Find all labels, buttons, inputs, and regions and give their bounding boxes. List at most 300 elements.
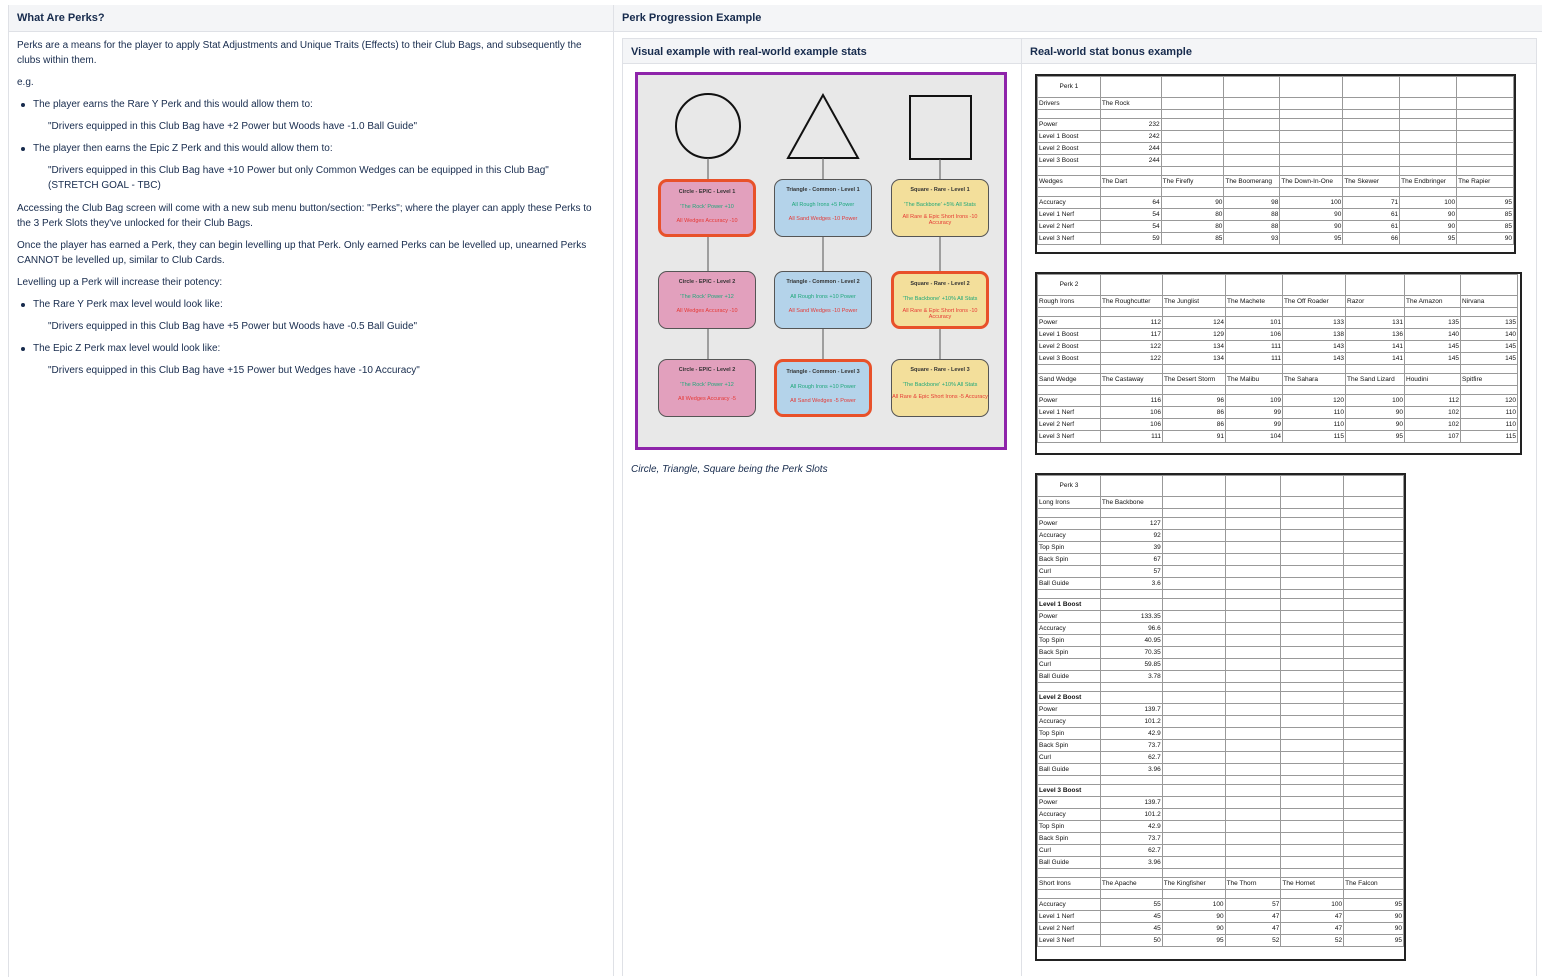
card-title: Circle - EPIC - Level 2	[678, 367, 736, 373]
table-row	[1038, 764, 1404, 776]
table-row	[1038, 197, 1514, 209]
stat-value: 131	[1346, 317, 1405, 329]
table-row	[1038, 317, 1518, 329]
stat-label: Level 3 Nerf	[1038, 935, 1101, 947]
stat-value: 99	[1226, 419, 1283, 431]
stat-value: 95	[1400, 233, 1457, 245]
bullet-rare-max: The Rare Y Perk max level would look like:	[17, 297, 607, 312]
card-title: Triangle - Common - Level 1	[786, 187, 860, 193]
stat-label: Back Spin	[1038, 647, 1101, 659]
stat-value: 133.35	[1100, 611, 1162, 623]
club-name: The Off Roader	[1283, 296, 1346, 308]
stat-value: 117	[1101, 329, 1163, 341]
stat-value: 120	[1283, 395, 1346, 407]
perk-title: Perk 3	[1038, 476, 1101, 497]
stat-label: Accuracy	[1038, 623, 1101, 635]
stat-label: Curl	[1038, 752, 1101, 764]
stat-value: 136	[1346, 329, 1405, 341]
boost-heading: Level 3 Boost	[1038, 785, 1101, 797]
table-row	[1038, 923, 1404, 935]
stat-value: 101.2	[1100, 716, 1162, 728]
club-bag-text: Accessing the Club Bag screen will come with a new sub menu button/section: "Perks"; where the player can apply these Perks to the 3 Perk Slots they've unlocked for their Club Bags.	[17, 203, 592, 229]
stat-label: Level 1 Nerf	[1038, 407, 1101, 419]
stat-value: 39	[1100, 542, 1162, 554]
table-row	[1038, 623, 1404, 635]
inner-mid-border	[1021, 38, 1022, 976]
card-title: Circle - EPIC - Level 2	[678, 279, 736, 285]
stat-value: 62.7	[1100, 752, 1162, 764]
stat-label: Accuracy	[1038, 197, 1101, 209]
stat-value: 100	[1162, 899, 1225, 911]
stat-value: 70.35	[1100, 647, 1162, 659]
table-row	[1038, 935, 1404, 947]
stat-value: 104	[1226, 431, 1283, 443]
stat-value: 59	[1100, 233, 1161, 245]
stat-value: 96.6	[1100, 623, 1162, 635]
stat-value: 47	[1281, 923, 1344, 935]
stat-value: 3.96	[1100, 857, 1162, 869]
stat-label: Curl	[1038, 566, 1101, 578]
stat-value: 3.96	[1100, 764, 1162, 776]
stat-value: 115	[1283, 431, 1346, 443]
table-row	[1038, 911, 1404, 923]
visual-example-header: Visual example with real-world example stats	[622, 38, 1021, 64]
stat-value: 95	[1162, 935, 1225, 947]
table-row	[1038, 554, 1404, 566]
stat-value: 88	[1224, 221, 1280, 233]
stat-value: 67	[1100, 554, 1162, 566]
stat-label: Power	[1038, 704, 1101, 716]
stat-value: 145	[1405, 353, 1461, 365]
stat-value: 47	[1225, 923, 1281, 935]
potency-text: Levelling up a Perk will increase their potency:	[17, 277, 223, 288]
table-row	[1038, 611, 1404, 623]
stat-value: 42.9	[1100, 821, 1162, 833]
table-row	[1038, 845, 1404, 857]
club-name: The Endbringer	[1400, 176, 1457, 188]
stat-value: 95	[1344, 935, 1404, 947]
quote-rare-max: "Drivers equipped in this Club Bag have +5 Power but Woods have -0.5 Ball Guide"	[48, 321, 418, 332]
stat-value: 52	[1225, 935, 1281, 947]
card-circle-level-2b	[658, 359, 756, 417]
stat-label: Level 3 Boost	[1038, 353, 1101, 365]
intro-text: Perks are a means for the player to apply Stat Adjustments and Unique Traits (Effects) to their Club Bags, and subsequently the clubs within them.	[17, 40, 582, 66]
levelling-text: Once the player has earned a Perk, they can begin levelling up that Perk. Only earned Perks can be levelled up, unearned Perks CANNOT be levelled up, similar to Club Cards.	[17, 240, 587, 266]
stat-value: 143	[1283, 353, 1346, 365]
stat-label: Power	[1038, 317, 1101, 329]
stat-value: 88	[1224, 209, 1280, 221]
club-name: The Skewer	[1343, 176, 1400, 188]
quote-epic-max: "Drivers equipped in this Club Bag have +15 Power but Wedges have -10 Accuracy"	[48, 365, 420, 376]
stat-value: 134	[1163, 341, 1226, 353]
stat-label: Power	[1038, 611, 1101, 623]
stat-value: 52	[1281, 935, 1344, 947]
club-name: The Rock	[1100, 98, 1161, 110]
card-penalty: All Sand Wedges -10 Power	[788, 308, 858, 314]
stat-label: Level 1 Boost	[1038, 131, 1101, 143]
stat-value: 99	[1226, 407, 1283, 419]
card-triangle-level-3	[774, 359, 872, 417]
stat-value: 115	[1461, 431, 1518, 443]
club-name: The Amazon	[1405, 296, 1461, 308]
club-name: The Desert Storm	[1163, 374, 1226, 386]
club-name: The Falcon	[1344, 878, 1404, 890]
perk-progression-header: Perk Progression Example	[614, 5, 1542, 32]
stat-value: 93	[1224, 233, 1280, 245]
table-row	[1038, 353, 1518, 365]
diagram-caption: Circle, Triangle, Square being the Perk Slots	[631, 464, 828, 475]
stat-value: 127	[1100, 518, 1162, 530]
card-square-level-3	[891, 359, 989, 417]
card-triangle-level-1	[774, 179, 872, 237]
perk-1-sheet	[1035, 74, 1516, 254]
table-row	[1038, 752, 1404, 764]
table-row	[1038, 728, 1404, 740]
stat-value: 139.7	[1100, 704, 1162, 716]
club-name: The Firefly	[1161, 176, 1224, 188]
stat-label: Level 1 Boost	[1038, 329, 1101, 341]
card-bonus: 'The Backbone' +10% All Stats	[902, 296, 978, 302]
stat-value: 98	[1224, 197, 1280, 209]
triangle-slot-icon	[788, 95, 858, 158]
stat-value: 86	[1163, 407, 1226, 419]
stat-value: 47	[1225, 911, 1281, 923]
club-name: The Machete	[1226, 296, 1283, 308]
table-row	[1038, 329, 1518, 341]
stat-value: 95	[1344, 899, 1404, 911]
stat-value: 111	[1101, 431, 1163, 443]
perk-2-sheet	[1035, 272, 1522, 455]
stat-value: 133	[1283, 317, 1346, 329]
perk-slot-diagram	[635, 72, 1007, 450]
stat-value: 85	[1161, 233, 1224, 245]
stat-value: 112	[1101, 317, 1163, 329]
stat-value: 135	[1461, 317, 1518, 329]
stat-value: 57	[1100, 566, 1162, 578]
table-row	[1038, 209, 1514, 221]
stat-value: 143	[1283, 341, 1346, 353]
stat-value: 109	[1226, 395, 1283, 407]
stat-label: Top Spin	[1038, 821, 1101, 833]
category-label: Sand Wedge	[1038, 374, 1101, 386]
stat-value: 112	[1405, 395, 1461, 407]
club-name: The Backbone	[1100, 497, 1162, 509]
stat-label: Accuracy	[1038, 716, 1101, 728]
table-row	[1038, 233, 1514, 245]
card-bonus: All Rough Irons +10 Power	[790, 384, 856, 390]
stat-value: 90	[1344, 911, 1404, 923]
stat-value: 54	[1100, 209, 1161, 221]
club-name: The Thorn	[1225, 878, 1281, 890]
club-name: The Sahara	[1283, 374, 1346, 386]
stat-value: 3.78	[1100, 671, 1162, 683]
stat-label: Back Spin	[1038, 554, 1101, 566]
table-row	[1038, 341, 1518, 353]
card-square-level-1	[891, 179, 989, 237]
perk-2-table	[1037, 274, 1518, 443]
perks-description	[17, 38, 607, 385]
stat-value: 102	[1405, 407, 1461, 419]
club-name: The Boomerang	[1224, 176, 1280, 188]
perk-title: Perk 1	[1038, 77, 1101, 98]
table-row	[1038, 659, 1404, 671]
table-row	[1038, 530, 1404, 542]
stat-value: 100	[1281, 899, 1344, 911]
card-bonus: 'The Rock' Power +12	[680, 382, 734, 388]
card-title: Square - Rare - Level 1	[910, 187, 970, 193]
stat-value: 111	[1226, 341, 1283, 353]
inner-left-border	[622, 38, 623, 976]
boost-heading: Level 2 Boost	[1038, 692, 1101, 704]
stat-label: Accuracy	[1038, 899, 1101, 911]
stat-value: 106	[1226, 329, 1283, 341]
table-row	[1038, 578, 1404, 590]
stat-value: 116	[1101, 395, 1163, 407]
club-name: The Hornet	[1281, 878, 1344, 890]
table-row	[1038, 857, 1404, 869]
stat-value: 145	[1405, 341, 1461, 353]
realworld-example-header: Real-world stat bonus example	[1021, 38, 1537, 64]
card-bonus: All Rough Irons +10 Power	[790, 294, 856, 300]
stat-label: Level 2 Nerf	[1038, 419, 1101, 431]
stat-value: 101	[1226, 317, 1283, 329]
stat-value: 122	[1101, 353, 1163, 365]
stat-value: 66	[1343, 233, 1400, 245]
perk-3-sheet	[1035, 473, 1406, 961]
club-name: The Kingfisher	[1162, 878, 1225, 890]
square-slot-icon	[910, 96, 971, 159]
stat-value: 92	[1100, 530, 1162, 542]
stat-value: 101.2	[1100, 809, 1162, 821]
stat-value: 59.85	[1100, 659, 1162, 671]
stat-value: 61	[1343, 221, 1400, 233]
perk-title: Perk 2	[1038, 275, 1101, 296]
card-title: Circle - EPIC - Level 1	[678, 189, 736, 195]
stat-value: 95	[1346, 431, 1405, 443]
stat-value: 71	[1343, 197, 1400, 209]
club-name: The Roughcutter	[1101, 296, 1163, 308]
stat-label: Power	[1038, 518, 1101, 530]
stat-label: Back Spin	[1038, 833, 1101, 845]
stat-value: 145	[1461, 353, 1518, 365]
stat-value: 242	[1100, 131, 1161, 143]
stat-value: 100	[1280, 197, 1343, 209]
table-row	[1038, 704, 1404, 716]
stat-value: 110	[1283, 419, 1346, 431]
card-bonus: All Rough Irons +5 Power	[791, 202, 855, 208]
stat-value: 145	[1461, 341, 1518, 353]
stretch-goal: (STRETCH GOAL - TBC)	[48, 180, 161, 191]
stat-value: 47	[1281, 911, 1344, 923]
stat-value: 107	[1405, 431, 1461, 443]
stat-value: 124	[1163, 317, 1226, 329]
perk-3-table	[1037, 475, 1404, 947]
table-row	[1038, 716, 1404, 728]
card-bonus: 'The Rock' Power +12	[680, 294, 734, 300]
card-penalty: All Wedges Accuracy -5	[678, 396, 736, 402]
card-penalty: All Sand Wedges -10 Power	[788, 216, 858, 222]
stat-value: 100	[1400, 197, 1457, 209]
stat-label: Curl	[1038, 659, 1101, 671]
club-name: The Dart	[1100, 176, 1161, 188]
stat-value: 95	[1457, 197, 1514, 209]
club-name: The Down-In-One	[1280, 176, 1343, 188]
perk-1-table	[1037, 76, 1514, 245]
stat-value: 40.95	[1100, 635, 1162, 647]
stat-label: Level 1 Nerf	[1038, 209, 1101, 221]
stat-value: 95	[1280, 233, 1343, 245]
stat-label: Level 3 Nerf	[1038, 233, 1101, 245]
quote-rare-y: "Drivers equipped in this Club Bag have +2 Power but Woods have -1.0 Ball Guide"	[48, 121, 418, 132]
stat-label: Top Spin	[1038, 728, 1101, 740]
stat-value: 134	[1163, 353, 1226, 365]
stat-value: 135	[1405, 317, 1461, 329]
stat-value: 244	[1100, 143, 1161, 155]
stat-value: 129	[1163, 329, 1226, 341]
stat-value: 100	[1346, 395, 1405, 407]
stat-value: 139.7	[1100, 797, 1162, 809]
stat-value: 140	[1405, 329, 1461, 341]
stat-label: Curl	[1038, 845, 1101, 857]
table-row	[1038, 407, 1518, 419]
stat-value: 110	[1461, 407, 1518, 419]
stat-value: 138	[1283, 329, 1346, 341]
card-square-level-2	[891, 271, 989, 329]
stat-label: Accuracy	[1038, 530, 1101, 542]
category-label: Rough Irons	[1038, 296, 1101, 308]
table-row	[1038, 647, 1404, 659]
eg-text: e.g.	[17, 77, 34, 88]
stat-value: 90	[1162, 911, 1225, 923]
club-name: The Castaway	[1101, 374, 1163, 386]
card-penalty: All Wedges Accuracy -10	[676, 218, 738, 224]
table-row	[1038, 809, 1404, 821]
stat-value: 141	[1346, 341, 1405, 353]
club-name: The Malibu	[1226, 374, 1283, 386]
stat-value: 140	[1461, 329, 1518, 341]
stat-value: 80	[1161, 209, 1224, 221]
table-row	[1038, 419, 1518, 431]
stat-value: 90	[1400, 209, 1457, 221]
table-row	[1038, 671, 1404, 683]
stat-value: 110	[1461, 419, 1518, 431]
card-circle-level-1	[658, 179, 756, 237]
table-row	[1038, 518, 1404, 530]
card-penalty: All Sand Wedges -5 Power	[790, 398, 856, 404]
category-label: Short Irons	[1038, 878, 1101, 890]
stat-value: 110	[1283, 407, 1346, 419]
club-name: Razor	[1346, 296, 1405, 308]
stat-value: 57	[1225, 899, 1281, 911]
table-row	[1038, 395, 1518, 407]
card-penalty: All Rare & Epic Short Irons -5 Accuracy	[892, 394, 988, 400]
category-label: Long Irons	[1038, 497, 1101, 509]
stat-label: Level 2 Boost	[1038, 143, 1101, 155]
stat-label: Power	[1038, 395, 1101, 407]
club-name: The Rapier	[1457, 176, 1514, 188]
category-label: Drivers	[1038, 98, 1101, 110]
stat-value: 90	[1346, 407, 1405, 419]
stat-value: 106	[1101, 419, 1163, 431]
stat-label: Accuracy	[1038, 809, 1101, 821]
stat-value: 90	[1161, 197, 1224, 209]
stat-label: Level 2 Nerf	[1038, 221, 1101, 233]
table-row	[1038, 740, 1404, 752]
stat-value: 90	[1280, 221, 1343, 233]
stat-label: Ball Guide	[1038, 764, 1101, 776]
stat-label: Ball Guide	[1038, 857, 1101, 869]
stat-value: 141	[1346, 353, 1405, 365]
stat-value: 232	[1100, 119, 1161, 131]
stat-label: Level 3 Nerf	[1038, 431, 1101, 443]
bullet-rare-y: The player earns the Rare Y Perk and this would allow them to:	[17, 97, 607, 112]
stat-value: 64	[1100, 197, 1161, 209]
card-penalty: All Wedges Accuracy -10	[676, 308, 738, 314]
stat-value: 54	[1100, 221, 1161, 233]
stat-value: 62.7	[1100, 845, 1162, 857]
table-row	[1038, 899, 1404, 911]
inner-right-border	[1536, 38, 1537, 976]
club-name: Houdini	[1405, 374, 1461, 386]
stat-value: 90	[1457, 233, 1514, 245]
column-divider	[613, 5, 614, 976]
stat-value: 122	[1101, 341, 1163, 353]
stat-value: 90	[1344, 923, 1404, 935]
table-row	[1038, 821, 1404, 833]
card-title: Square - Rare - Level 2	[910, 281, 970, 287]
stat-value: 244	[1100, 155, 1161, 167]
stat-value: 45	[1100, 923, 1162, 935]
stat-value: 50	[1100, 935, 1162, 947]
stat-label: Top Spin	[1038, 542, 1101, 554]
stat-value: 120	[1461, 395, 1518, 407]
table-row	[1038, 566, 1404, 578]
table-row	[1038, 833, 1404, 845]
stat-value: 42.9	[1100, 728, 1162, 740]
table-row	[1038, 542, 1404, 554]
stat-label: Level 2 Boost	[1038, 341, 1101, 353]
card-title: Square - Rare - Level 3	[910, 367, 970, 373]
card-bonus: 'The Rock' Power +10	[680, 204, 734, 210]
bullet-epic-max: The Epic Z Perk max level would look like:	[17, 341, 607, 356]
card-bonus: 'The Backbone' +10% All Stats	[902, 382, 978, 388]
card-title: Triangle - Common - Level 3	[786, 369, 860, 375]
stat-label: Power	[1038, 119, 1101, 131]
card-circle-level-2	[658, 271, 756, 329]
boost-heading: Level 1 Boost	[1038, 599, 1101, 611]
table-row	[1038, 431, 1518, 443]
stat-value: 55	[1100, 899, 1162, 911]
stat-value: 85	[1457, 209, 1514, 221]
club-name: The Junglist	[1163, 296, 1226, 308]
stat-label: Top Spin	[1038, 635, 1101, 647]
stat-value: 86	[1163, 419, 1226, 431]
stat-label: Level 3 Boost	[1038, 155, 1101, 167]
stat-label: Ball Guide	[1038, 578, 1101, 590]
stat-value: 102	[1405, 419, 1461, 431]
card-penalty: All Rare & Epic Short Irons -10 Accuracy	[902, 308, 978, 320]
stat-value: 73.7	[1100, 833, 1162, 845]
stat-value: 90	[1280, 209, 1343, 221]
stat-value: 90	[1400, 221, 1457, 233]
stat-label: Level 1 Nerf	[1038, 911, 1101, 923]
club-name: Spitfire	[1461, 374, 1518, 386]
card-bonus: 'The Backbone' +5% All Stats	[904, 202, 976, 208]
table-row	[1038, 221, 1514, 233]
club-name: The Sand Lizard	[1346, 374, 1405, 386]
quote-epic-z: "Drivers equipped in this Club Bag have +10 Power but only Common Wedges can be equipped in this Club Bag"	[48, 165, 549, 176]
category-label: Wedges	[1038, 176, 1101, 188]
